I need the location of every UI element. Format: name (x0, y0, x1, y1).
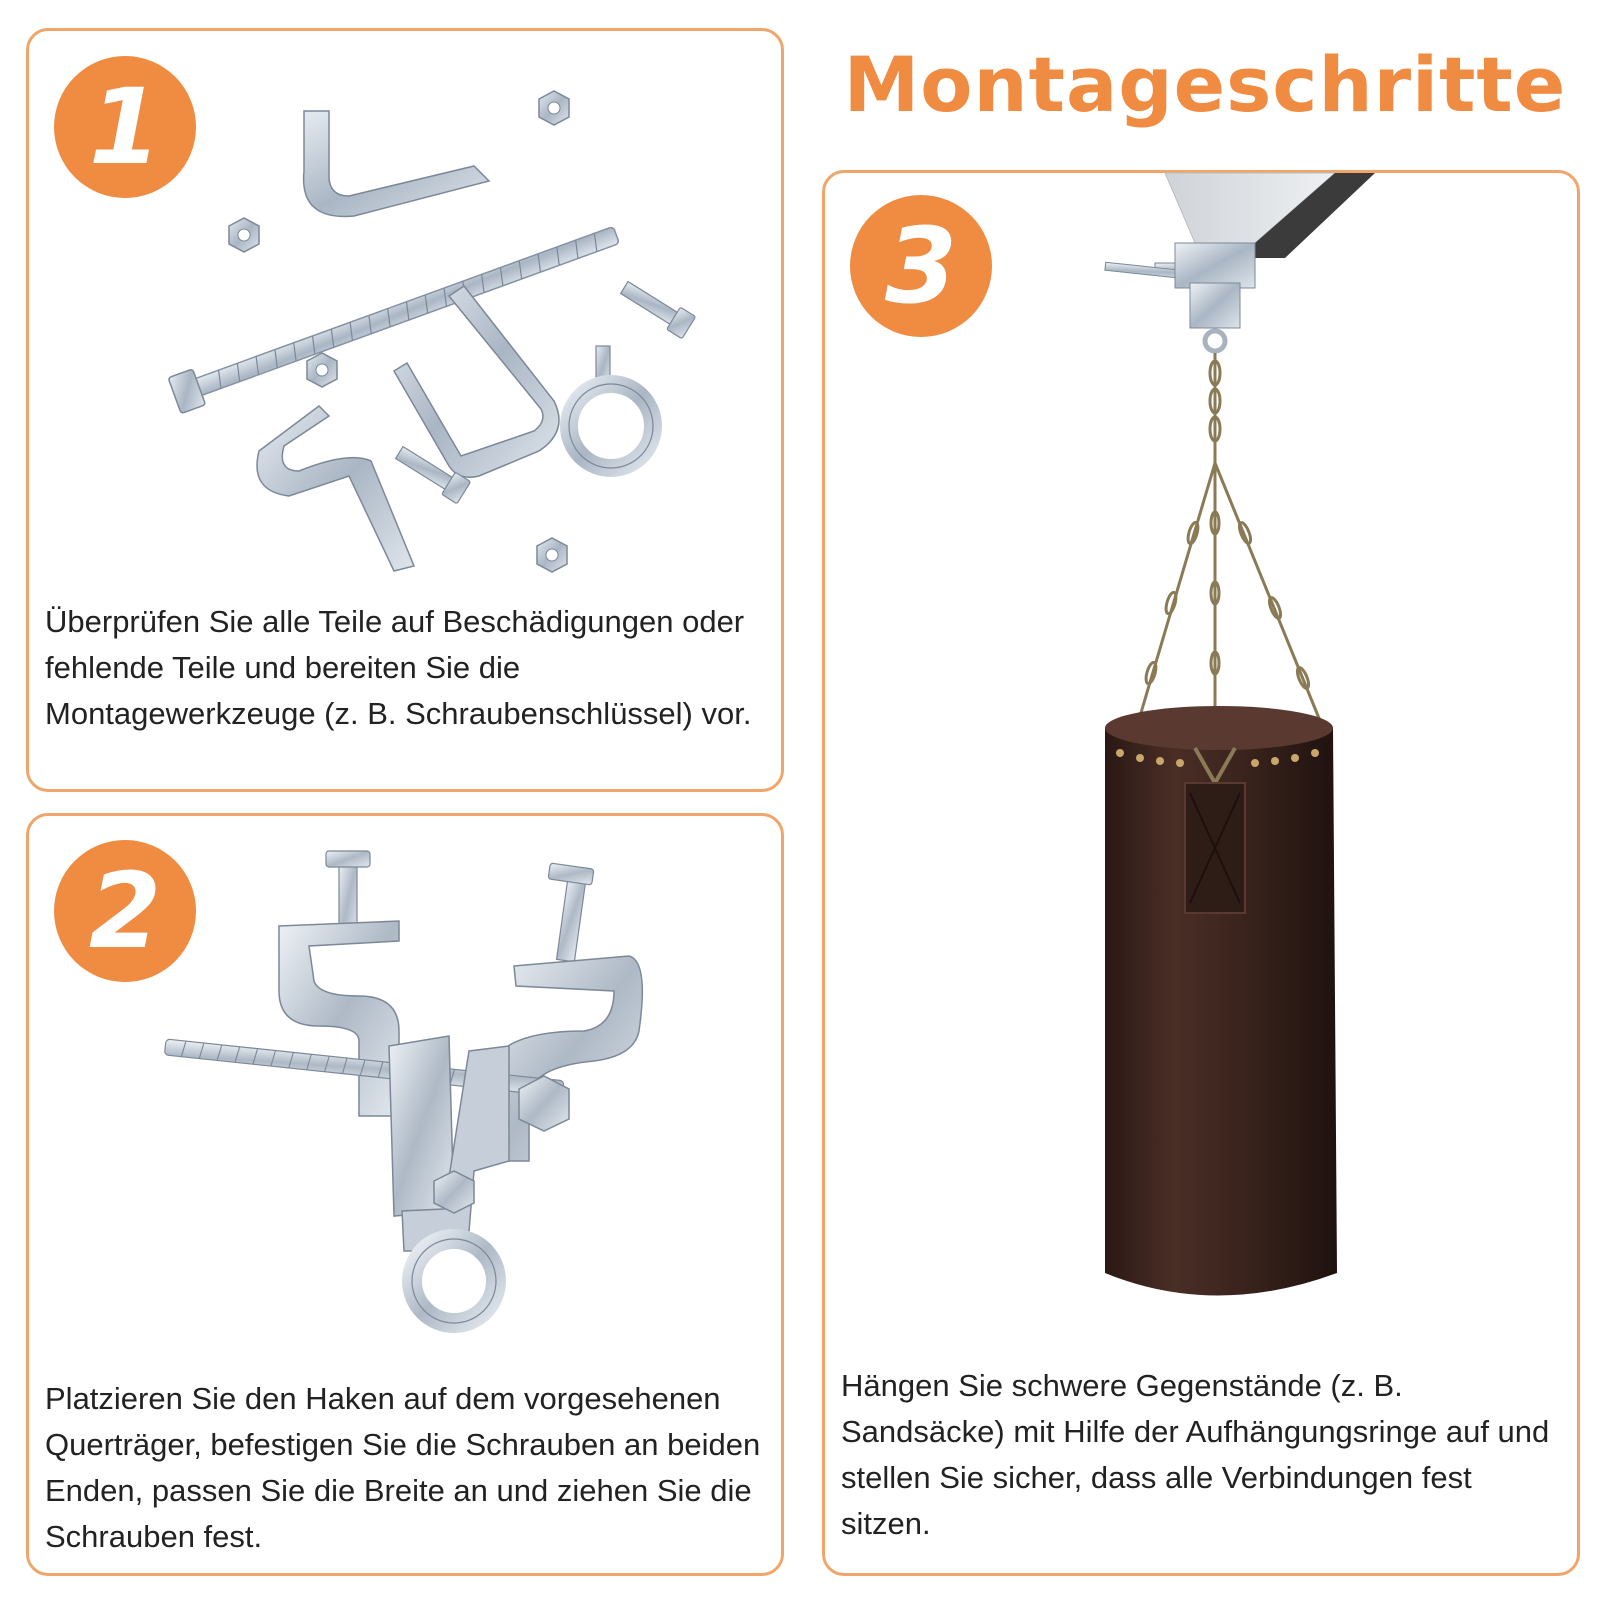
step-1-badge: 1 (54, 56, 196, 198)
step-3-badge: 3 (850, 195, 992, 337)
hanging-punching-bag-image (1075, 173, 1495, 1323)
page-title: Montageschritte (843, 40, 1567, 129)
step-2-badge: 2 (54, 840, 196, 982)
step-1-description: Überprüfen Sie alle Teile auf Beschädigungen oder fehlende Teile und bereiten Sie die Montagewerkzeuge (z. B. Schraubenschlüssel) vor. (45, 604, 752, 731)
assembled-beam-clamp-image (144, 831, 664, 1331)
step-3-description: Hängen Sie schwere Gegenstände (z. B. Sandsäcke) mit Hilfe der Aufhängungsringe auf und stellen Sie sicher, dass alle Verbindungen fest sitzen. (841, 1368, 1550, 1541)
step-2-description: Platzieren Sie den Haken auf dem vorgesehenen Querträger, befestigen Sie die Schrauben an beiden Enden, passen Sie die Breite an und ziehen Sie die Schrauben fest. (45, 1381, 761, 1554)
hardware-parts-image (149, 71, 709, 591)
step-1-card (26, 28, 784, 792)
step-3-card (822, 170, 1580, 1576)
step-2-card (26, 813, 784, 1576)
